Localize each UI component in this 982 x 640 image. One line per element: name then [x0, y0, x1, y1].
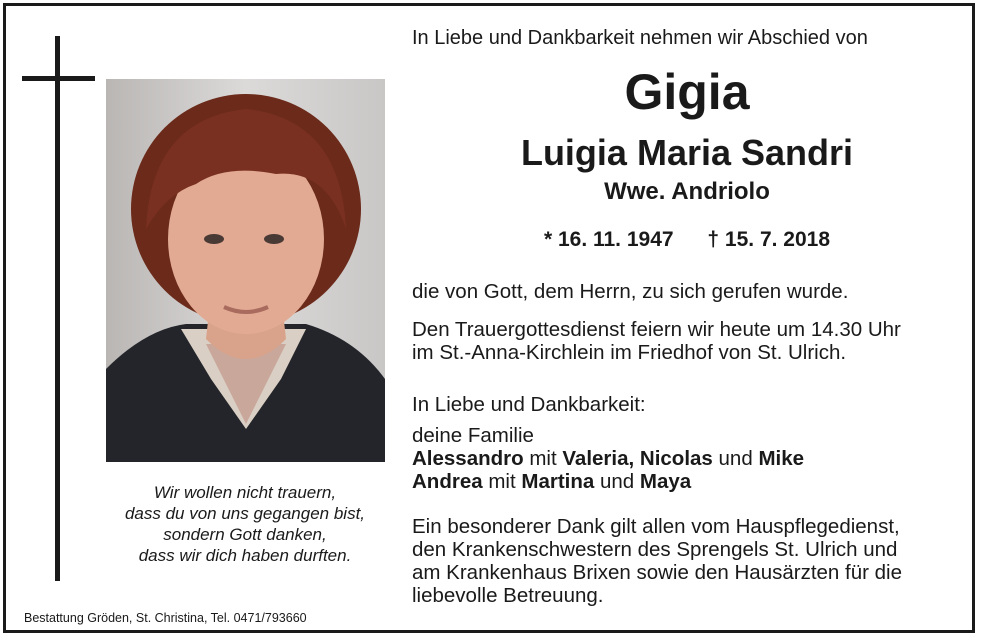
called-text — [412, 280, 972, 303]
family-member: Mike — [758, 447, 805, 470]
family-list — [412, 424, 972, 493]
memorial-poem — [100, 482, 390, 566]
thanks-line: am Krankenhaus Brixen sowie den Hausärzten für die — [412, 561, 902, 584]
deceased-full-name: Luigia Maria Sandri — [520, 132, 854, 173]
family-member: Valeria, Nicolas — [562, 447, 713, 470]
service-line: im St.-Anna-Kirchlein im Friedhof von St. Ulrich. — [412, 341, 847, 364]
thanks-line: den Krankenschwestern des Sprengels St. Ulrich und — [412, 538, 898, 561]
death-date: † 15. 7. 2018 — [707, 228, 831, 251]
family-line: Alessandro mit Valeria, Nicolas und Mike — [412, 447, 805, 470]
life-dates — [412, 226, 962, 254]
cross-icon-horizontal — [22, 76, 95, 81]
poem-line: dass du von uns gegangen bist, — [124, 504, 366, 523]
family-member: Andrea — [412, 470, 483, 493]
gratitude-line: In Liebe und Dankbarkeit: — [412, 393, 646, 416]
family-member: Alessandro — [412, 447, 524, 470]
service-line: Den Trauergottesdienst feiern wir heute um 14.30 Uhr — [412, 318, 901, 341]
birth-date: * 16. 11. 1947 — [543, 228, 674, 251]
called-line: die von Gott, dem Herrn, zu sich gerufen wurde. — [412, 280, 849, 303]
intro-text: In Liebe und Dankbarkeit nehmen wir Abschied von — [412, 27, 868, 49]
thanks-line: liebevolle Betreuung. — [412, 584, 604, 607]
family-member: Martina — [521, 470, 595, 493]
thanks-line: Ein besonderer Dank gilt allen vom Hauspflegedienst, — [412, 515, 900, 538]
thanks-text — [412, 515, 972, 607]
poem-line: Wir wollen nicht trauern, — [153, 483, 337, 502]
service-text — [412, 318, 972, 364]
poem-line: dass wir dich haben durften. — [138, 546, 352, 565]
poem-line: sondern Gott danken, — [163, 525, 327, 544]
family-intro: deine Familie — [412, 424, 534, 447]
portrait-photo — [106, 79, 385, 462]
family-member: Maya — [639, 470, 692, 493]
family-line: Andrea mit Martina und Maya — [412, 470, 692, 493]
cross-icon-vertical — [55, 36, 60, 581]
funeral-home-info: Bestattung Gröden, St. Christina, Tel. 0471/793660 — [24, 611, 307, 625]
deceased-widow-name: Wwe. Andriolo — [604, 178, 770, 205]
gratitude-text — [412, 393, 972, 416]
deceased-nickname: Gigia — [624, 64, 750, 120]
